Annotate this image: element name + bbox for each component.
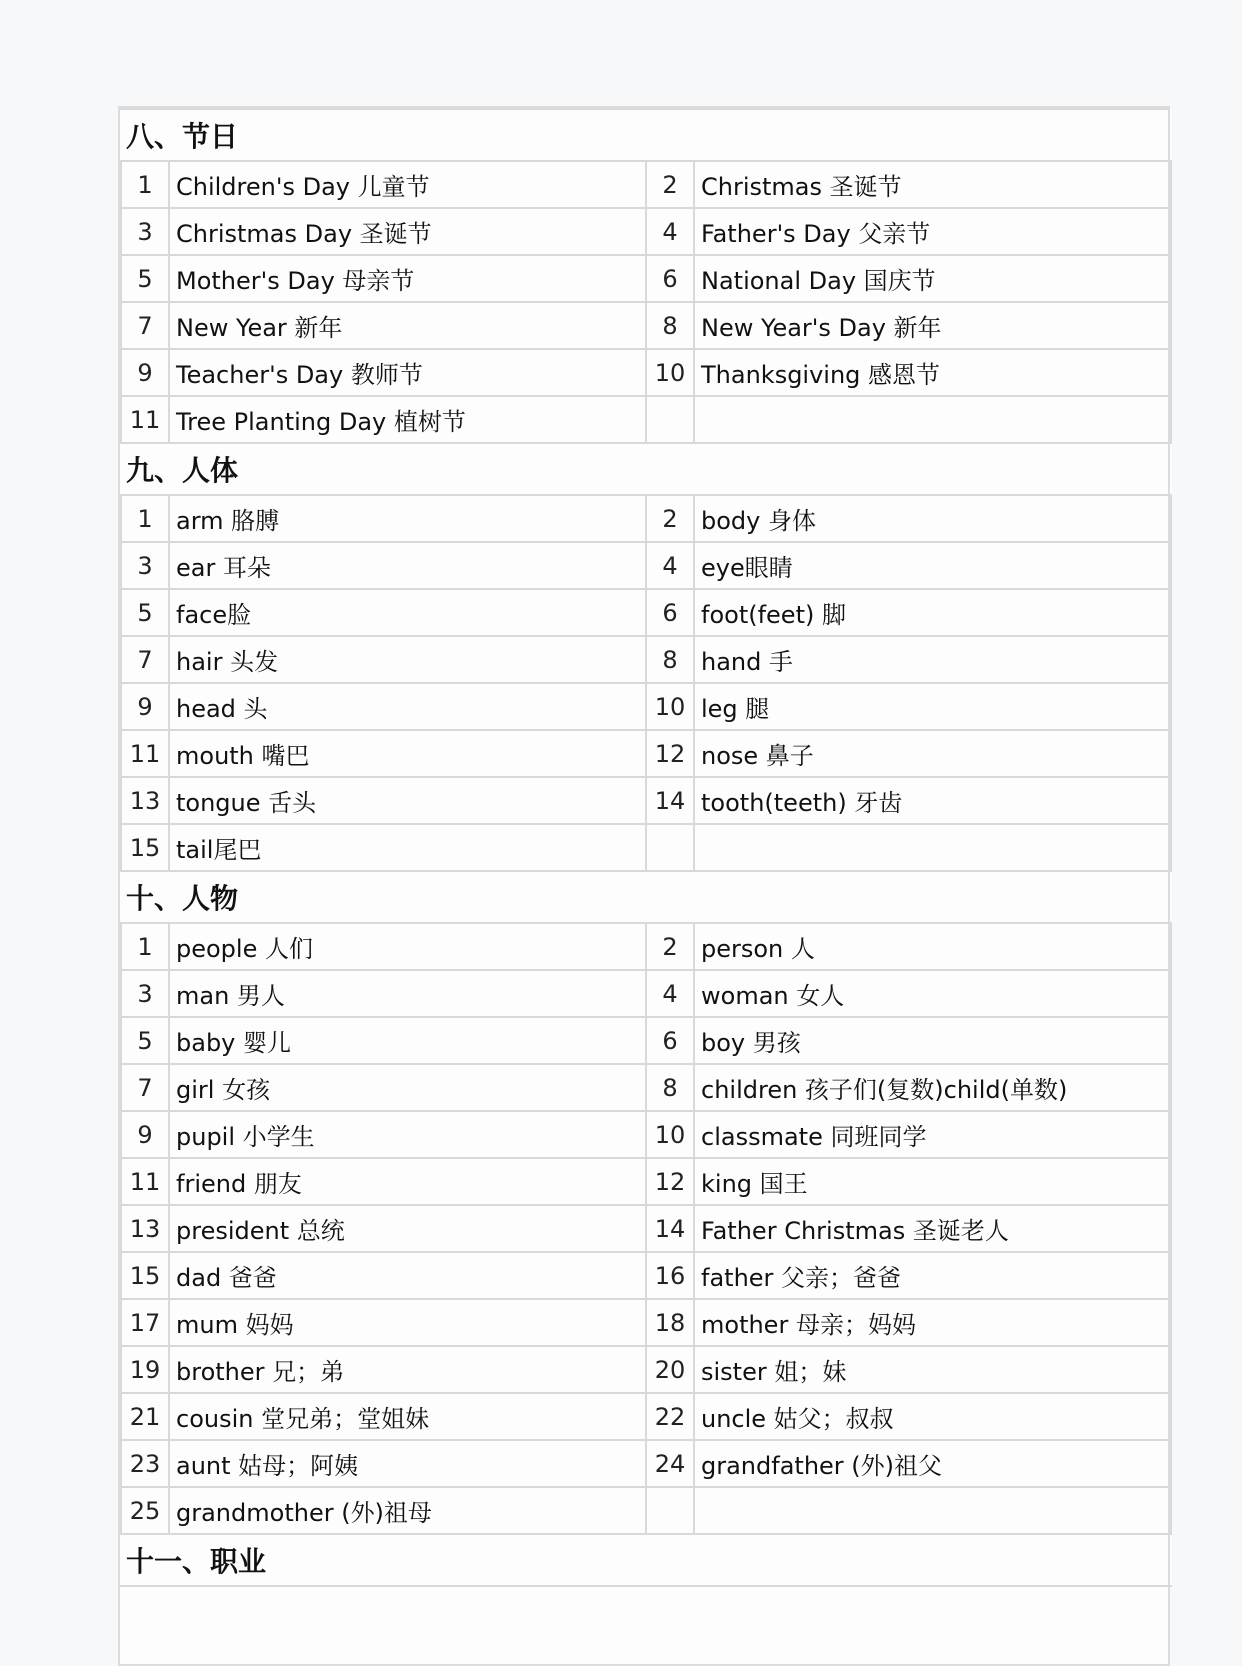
- entry-word: classmate 同班同学: [694, 1111, 1171, 1158]
- entry-number: 16: [646, 1252, 694, 1299]
- entry-word: leg 腿: [694, 683, 1171, 730]
- table-row: [121, 636, 1171, 683]
- entry-word: nose 鼻子: [694, 730, 1171, 777]
- entry-word: Father's Day 父亲节: [694, 208, 1171, 255]
- entry-word: Christmas Day 圣诞节: [169, 208, 646, 255]
- entry-number: 2: [646, 495, 694, 542]
- entry-number: 14: [646, 1205, 694, 1252]
- section-header: [121, 1534, 1171, 1586]
- entry-word: Tree Planting Day 植树节: [169, 396, 646, 443]
- section-title: 十一、职业: [121, 1534, 1171, 1586]
- entry-number: 18: [646, 1299, 694, 1346]
- entry-number: 9: [121, 683, 169, 730]
- entry-number: 22: [646, 1393, 694, 1440]
- entry-number: 2: [646, 923, 694, 970]
- entry-word: face脸: [169, 589, 646, 636]
- table-row: [121, 396, 1171, 443]
- entry-number: 14: [646, 777, 694, 824]
- table-row: [121, 302, 1171, 349]
- entry-word: Thanksgiving 感恩节: [694, 349, 1171, 396]
- entry-word: [694, 1487, 1171, 1534]
- table-row: [121, 1440, 1171, 1487]
- table-row: [121, 161, 1171, 208]
- entry-number: 7: [121, 302, 169, 349]
- section-header: [121, 443, 1171, 495]
- entry-number: 25: [121, 1487, 169, 1534]
- entry-number: 3: [121, 208, 169, 255]
- entry-number: 12: [646, 730, 694, 777]
- entry-number: 1: [121, 495, 169, 542]
- entry-word: [694, 396, 1171, 443]
- entry-word: mouth 嘴巴: [169, 730, 646, 777]
- table-row: [121, 1017, 1171, 1064]
- entry-number: 23: [121, 1440, 169, 1487]
- entry-word: ear 耳朵: [169, 542, 646, 589]
- entry-word: National Day 国庆节: [694, 255, 1171, 302]
- section-title: 八、节日: [121, 109, 1171, 161]
- table-row: [121, 1158, 1171, 1205]
- table-row: [121, 1346, 1171, 1393]
- entry-number: 6: [646, 255, 694, 302]
- entry-word: Father Christmas 圣诞老人: [694, 1205, 1171, 1252]
- entry-word: New Year's Day 新年: [694, 302, 1171, 349]
- entry-number: 1: [121, 161, 169, 208]
- entry-word: girl 女孩: [169, 1064, 646, 1111]
- table-row: [121, 1111, 1171, 1158]
- entry-word: dad 爸爸: [169, 1252, 646, 1299]
- entry-word: brother 兄；弟: [169, 1346, 646, 1393]
- entry-word: Mother's Day 母亲节: [169, 255, 646, 302]
- section-title: 九、人体: [121, 443, 1171, 495]
- entry-number: 11: [121, 730, 169, 777]
- entry-number: 4: [646, 542, 694, 589]
- vocabulary-sheet: [118, 106, 1170, 1666]
- entry-number: 7: [121, 636, 169, 683]
- entry-word: mum 妈妈: [169, 1299, 646, 1346]
- entry-number: 5: [121, 589, 169, 636]
- table-row: [121, 1205, 1171, 1252]
- entry-word: tooth(teeth) 牙齿: [694, 777, 1171, 824]
- table-row: [121, 923, 1171, 970]
- entry-number: 11: [121, 1158, 169, 1205]
- entry-word: eye眼睛: [694, 542, 1171, 589]
- entry-number: 2: [646, 161, 694, 208]
- entry-number: 5: [121, 1017, 169, 1064]
- table-row: [121, 255, 1171, 302]
- entry-number: 3: [121, 970, 169, 1017]
- entry-number: 13: [121, 777, 169, 824]
- entry-word: people 人们: [169, 923, 646, 970]
- table-row: [121, 683, 1171, 730]
- entry-word: Teacher's Day 教师节: [169, 349, 646, 396]
- table-row: [121, 824, 1171, 871]
- table-row: [121, 1064, 1171, 1111]
- entry-number: 17: [121, 1299, 169, 1346]
- entry-number: 15: [121, 824, 169, 871]
- entry-word: pupil 小学生: [169, 1111, 646, 1158]
- entry-number: 8: [646, 1064, 694, 1111]
- entry-word: tail尾巴: [169, 824, 646, 871]
- table-row: [121, 1393, 1171, 1440]
- entry-number: [646, 824, 694, 871]
- entry-word: children 孩子们(复数)child(单数): [694, 1064, 1171, 1111]
- entry-number: 1: [121, 923, 169, 970]
- table-row: [121, 349, 1171, 396]
- table-row: [121, 777, 1171, 824]
- entry-word: mother 母亲；妈妈: [694, 1299, 1171, 1346]
- entry-number: 4: [646, 970, 694, 1017]
- section-header: [121, 109, 1171, 161]
- entry-word: arm 胳膊: [169, 495, 646, 542]
- entry-number: 9: [121, 1111, 169, 1158]
- entry-word: foot(feet) 脚: [694, 589, 1171, 636]
- entry-word: president 总统: [169, 1205, 646, 1252]
- entry-word: grandmother (外)祖母: [169, 1487, 646, 1534]
- entry-word: tongue 舌头: [169, 777, 646, 824]
- table-row: [121, 495, 1171, 542]
- entry-word: hand 手: [694, 636, 1171, 683]
- entry-word: baby 婴儿: [169, 1017, 646, 1064]
- entry-word: man 男人: [169, 970, 646, 1017]
- entry-word: New Year 新年: [169, 302, 646, 349]
- entry-word: [694, 824, 1171, 871]
- entry-word: cousin 堂兄弟；堂姐妹: [169, 1393, 646, 1440]
- entry-word: hair 头发: [169, 636, 646, 683]
- table-row: [121, 730, 1171, 777]
- entry-number: 5: [121, 255, 169, 302]
- section-header: [121, 871, 1171, 923]
- entry-word: woman 女人: [694, 970, 1171, 1017]
- entry-number: 6: [646, 1017, 694, 1064]
- entry-word: friend 朋友: [169, 1158, 646, 1205]
- entry-word: Children's Day 儿童节: [169, 161, 646, 208]
- entry-number: 13: [121, 1205, 169, 1252]
- entry-word: grandfather (外)祖父: [694, 1440, 1171, 1487]
- entry-number: 24: [646, 1440, 694, 1487]
- entry-number: 12: [646, 1158, 694, 1205]
- entry-word: person 人: [694, 923, 1171, 970]
- entry-number: 4: [646, 208, 694, 255]
- entry-number: 20: [646, 1346, 694, 1393]
- entry-number: [646, 396, 694, 443]
- entry-number: 15: [121, 1252, 169, 1299]
- section-title: 十、人物: [121, 871, 1171, 923]
- entry-word: boy 男孩: [694, 1017, 1171, 1064]
- entry-number: 9: [121, 349, 169, 396]
- entry-word: sister 姐；妹: [694, 1346, 1171, 1393]
- entry-word: father 父亲；爸爸: [694, 1252, 1171, 1299]
- vocabulary-table: [120, 108, 1172, 1587]
- entry-number: 6: [646, 589, 694, 636]
- entry-word: aunt 姑母；阿姨: [169, 1440, 646, 1487]
- entry-number: 10: [646, 349, 694, 396]
- table-row: [121, 589, 1171, 636]
- table-row: [121, 1252, 1171, 1299]
- entry-number: 8: [646, 636, 694, 683]
- entry-number: 3: [121, 542, 169, 589]
- entry-word: king 国王: [694, 1158, 1171, 1205]
- table-row: [121, 208, 1171, 255]
- entry-number: 21: [121, 1393, 169, 1440]
- table-row: [121, 1299, 1171, 1346]
- entry-number: 8: [646, 302, 694, 349]
- entry-number: [646, 1487, 694, 1534]
- entry-word: head 头: [169, 683, 646, 730]
- table-row: [121, 1487, 1171, 1534]
- table-row: [121, 542, 1171, 589]
- entry-word: uncle 姑父；叔叔: [694, 1393, 1171, 1440]
- entry-word: body 身体: [694, 495, 1171, 542]
- entry-word: Christmas 圣诞节: [694, 161, 1171, 208]
- entry-number: 7: [121, 1064, 169, 1111]
- entry-number: 10: [646, 1111, 694, 1158]
- entry-number: 19: [121, 1346, 169, 1393]
- table-row: [121, 970, 1171, 1017]
- entry-number: 10: [646, 683, 694, 730]
- entry-number: 11: [121, 396, 169, 443]
